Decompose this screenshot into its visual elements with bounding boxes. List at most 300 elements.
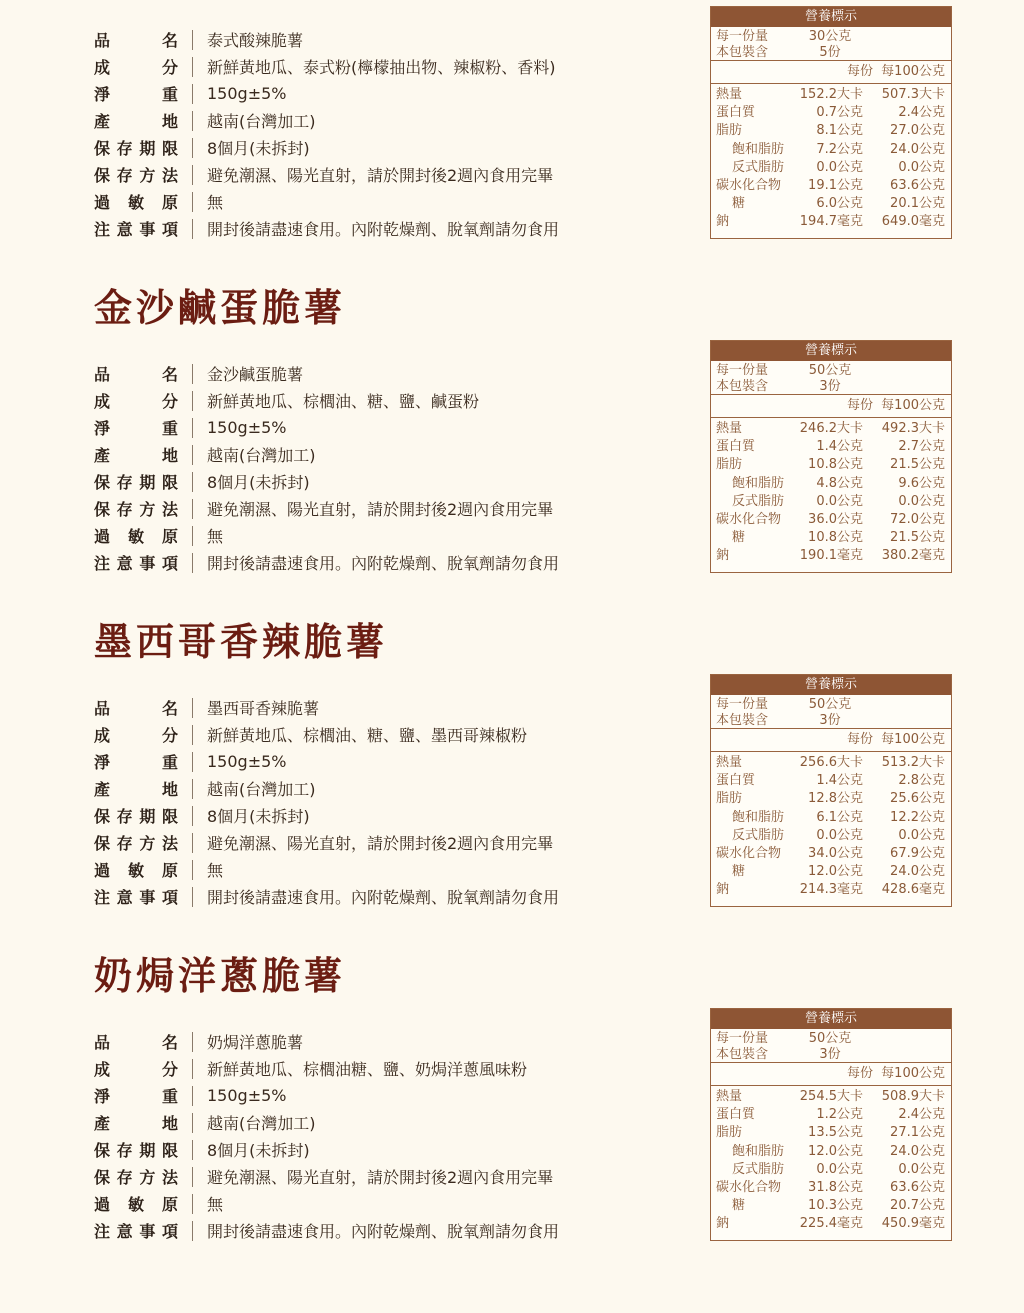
spec-label-char: 限 — [161, 473, 178, 492]
spec-row — [94, 1136, 654, 1163]
spec-label-char: 意 — [116, 888, 133, 907]
spec-label-char: 期 — [139, 1141, 156, 1160]
nutrition-row — [711, 122, 951, 140]
nutrition-header: 營養標示 — [711, 675, 951, 695]
nutrient-name: 碳水化合物 — [716, 177, 782, 193]
nutrient-per-serving: 12.0公克 — [808, 1143, 863, 1159]
serving-info — [711, 1029, 951, 1063]
spec-label — [94, 698, 193, 718]
servings-row — [716, 379, 946, 395]
spec-label-char: 名 — [161, 365, 178, 384]
spec-row — [94, 694, 654, 721]
spec-label-char: 成 — [94, 1060, 111, 1079]
nutrient-name: 蛋白質 — [716, 439, 756, 455]
spec-value: 墨西哥香辣脆薯 — [207, 699, 320, 718]
spec-label — [94, 418, 193, 438]
nutrient-per-serving: 6.1公克 — [816, 809, 863, 825]
spec-label-char: 限 — [161, 807, 178, 826]
spec-label — [94, 391, 193, 411]
spec-label — [94, 752, 193, 772]
servings-label: 本包裝含 — [716, 713, 769, 728]
spec-label-char: 重 — [161, 85, 178, 104]
nutrient-name: 碳水化合物 — [716, 1179, 782, 1195]
nutrition-row — [711, 845, 951, 863]
spec-row — [94, 1109, 654, 1136]
nutrient-name: 蛋白質 — [716, 105, 756, 121]
nutrition-row — [711, 1179, 951, 1197]
spec-row — [94, 80, 654, 107]
servings-value: 3份 — [819, 713, 841, 728]
spec-label-char: 法 — [161, 834, 178, 853]
spec-label-char: 成 — [94, 58, 111, 77]
nutrient-per-serving: 10.8公克 — [808, 457, 863, 473]
spec-label-char: 保 — [94, 834, 111, 853]
spec-row — [94, 53, 654, 80]
spec-label-char: 分 — [161, 392, 178, 411]
spec-row — [94, 1082, 654, 1109]
nutrient-per-100g: 2.4公克 — [898, 105, 945, 121]
nutrient-per-100g: 508.9大卡 — [881, 1089, 945, 1104]
per-100g-header: 每100公克 — [881, 1066, 945, 1081]
nutrient-per-serving: 13.5公克 — [808, 1125, 863, 1141]
spec-value: 8個月(未拆封) — [207, 807, 310, 826]
nutrient-per-100g: 428.6毫克 — [881, 882, 945, 898]
spec-value: 開封後請盡速食用。內附乾燥劑、脫氧劑請勿食用 — [207, 554, 560, 573]
nutrient-per-100g: 0.0公克 — [898, 493, 945, 509]
nutrition-row — [711, 754, 951, 772]
spec-label-char: 限 — [161, 139, 178, 158]
nutrient-name: 碳水化合物 — [716, 511, 782, 527]
nutrition-row — [711, 881, 951, 899]
nutrient-per-serving: 1.4公克 — [816, 439, 863, 455]
nutrient-name: 鈉 — [716, 214, 730, 230]
spec-label-char: 地 — [161, 112, 178, 131]
spec-row — [94, 134, 654, 161]
nutrient-name: 熱量 — [716, 87, 743, 102]
spec-row — [94, 829, 654, 856]
spec-row — [94, 1055, 654, 1082]
spec-label-char: 名 — [161, 699, 178, 718]
spec-label-char: 存 — [116, 500, 133, 519]
serving-size-value: 50公克 — [808, 697, 852, 712]
nutrient-per-100g: 20.1公克 — [890, 196, 945, 212]
serving-size-label: 每一份量 — [716, 1031, 769, 1046]
spec-label — [94, 165, 193, 185]
spec-row — [94, 26, 654, 53]
nutrient-per-100g: 20.7公克 — [890, 1198, 945, 1214]
spec-label-char: 地 — [161, 780, 178, 799]
nutrient-per-100g: 63.6公克 — [890, 177, 945, 193]
spec-row — [94, 748, 654, 775]
nutrient-per-serving: 1.4公克 — [816, 773, 863, 789]
nutrition-rows — [711, 418, 951, 566]
spec-label-char: 保 — [94, 1168, 111, 1187]
spec-label-char: 產 — [94, 112, 111, 131]
spec-row — [94, 1217, 654, 1244]
spec-label-char: 成 — [94, 392, 111, 411]
nutrition-row — [711, 104, 951, 122]
spec-label-char: 成 — [94, 726, 111, 745]
nutrient-per-serving: 34.0公克 — [808, 845, 863, 861]
nutrient-per-serving: 0.0公克 — [816, 493, 863, 509]
nutrition-column-headers — [711, 729, 951, 752]
spec-label-char: 地 — [161, 446, 178, 465]
spec-row — [94, 802, 654, 829]
nutrient-name: 鈉 — [716, 882, 730, 898]
per-100g-header: 每100公克 — [881, 732, 945, 747]
nutrition-facts-table — [710, 1008, 952, 1241]
spec-label-char: 產 — [94, 780, 111, 799]
spec-list — [94, 1028, 654, 1244]
spec-label-char: 法 — [161, 166, 178, 185]
spec-label — [94, 1167, 193, 1187]
spec-label-char: 注 — [94, 1222, 111, 1241]
spec-list — [94, 360, 654, 576]
spec-row — [94, 883, 654, 910]
spec-label-char: 淨 — [94, 419, 111, 438]
nutrition-header: 營養標示 — [711, 7, 951, 27]
nutrient-name: 反式脂肪 — [732, 1161, 785, 1177]
product-section — [0, 954, 1024, 1288]
nutrition-rows — [711, 84, 951, 232]
nutrition-row — [711, 438, 951, 456]
spec-label-char: 限 — [161, 1141, 178, 1160]
nutrient-name: 飽和脂肪 — [732, 141, 785, 157]
nutrient-per-100g: 380.2毫克 — [881, 548, 945, 564]
spec-row — [94, 215, 654, 242]
spec-label-char: 意 — [116, 1222, 133, 1241]
nutrient-per-serving: 225.4毫克 — [799, 1216, 863, 1232]
spec-label — [94, 1194, 193, 1214]
nutrient-name: 飽和脂肪 — [732, 809, 785, 825]
spec-value: 避免潮濕、陽光直射，請於開封後2週內食用完畢 — [207, 166, 554, 185]
nutrient-per-100g: 72.0公克 — [890, 511, 945, 527]
per-100g-header: 每100公克 — [881, 398, 945, 413]
nutrient-per-100g: 0.0公克 — [898, 827, 945, 843]
spec-label-char: 注 — [94, 220, 111, 239]
serving-size-label: 每一份量 — [716, 697, 769, 712]
nutrition-column-headers — [711, 61, 951, 84]
spec-value: 無 — [207, 527, 224, 546]
spec-label-char: 敏 — [127, 193, 144, 212]
spec-row — [94, 414, 654, 441]
nutrition-row — [711, 863, 951, 881]
spec-label — [94, 57, 193, 77]
spec-label-char: 注 — [94, 554, 111, 573]
spec-label — [94, 1221, 193, 1241]
spec-row — [94, 441, 654, 468]
serving-size-value: 50公克 — [808, 363, 852, 378]
nutrient-name: 糖 — [732, 864, 746, 880]
spec-value: 奶焗洋蔥脆薯 — [207, 1033, 304, 1052]
spec-list — [94, 694, 654, 910]
nutrition-row — [711, 1215, 951, 1233]
spec-label — [94, 1113, 193, 1133]
spec-label-char: 期 — [139, 473, 156, 492]
servings-row — [716, 713, 946, 729]
spec-label-char: 過 — [94, 193, 111, 212]
spec-row — [94, 387, 654, 414]
nutrition-row — [711, 1106, 951, 1124]
nutrition-header: 營養標示 — [711, 341, 951, 361]
servings-label: 本包裝含 — [716, 379, 769, 394]
spec-label-char: 原 — [161, 861, 178, 880]
spec-label-char: 項 — [161, 1222, 178, 1241]
spec-value: 150g±5% — [207, 752, 287, 771]
spec-row — [94, 1190, 654, 1217]
spec-label-char: 存 — [116, 473, 133, 492]
nutrient-per-100g: 450.9毫克 — [881, 1216, 945, 1232]
nutrient-per-100g: 63.6公克 — [890, 1179, 945, 1195]
nutrition-rows — [711, 1086, 951, 1234]
nutrition-row — [711, 1124, 951, 1142]
nutrition-row — [711, 213, 951, 231]
nutrient-per-100g: 24.0公克 — [890, 864, 945, 880]
servings-label: 本包裝含 — [716, 1047, 769, 1062]
spec-label-char: 重 — [161, 1087, 178, 1106]
nutrient-per-serving: 19.1公克 — [808, 177, 863, 193]
spec-label-char: 過 — [94, 527, 111, 546]
spec-label — [94, 553, 193, 573]
spec-label-char: 意 — [116, 554, 133, 573]
nutrient-per-serving: 12.8公克 — [808, 791, 863, 807]
serving-info — [711, 695, 951, 729]
nutrition-row — [711, 827, 951, 845]
spec-value: 無 — [207, 193, 224, 212]
per-serving-header: 每份 — [846, 398, 873, 413]
product-section — [0, 620, 1024, 954]
spec-label-char: 原 — [161, 193, 178, 212]
serving-size-label: 每一份量 — [716, 29, 769, 44]
nutrition-row — [711, 86, 951, 104]
spec-row — [94, 107, 654, 134]
spec-row — [94, 775, 654, 802]
spec-label-char: 分 — [161, 1060, 178, 1079]
nutrient-per-serving: 0.7公克 — [816, 105, 863, 121]
spec-label-char: 存 — [116, 1168, 133, 1187]
product-title: 奶焗洋蔥脆薯 — [94, 953, 347, 998]
nutrient-per-100g: 21.5公克 — [890, 457, 945, 473]
spec-label-char: 敏 — [127, 1195, 144, 1214]
nutrient-per-serving: 12.0公克 — [808, 864, 863, 880]
nutrient-per-100g: 0.0公克 — [898, 1161, 945, 1177]
nutrition-row — [711, 772, 951, 790]
spec-label — [94, 779, 193, 799]
spec-label — [94, 860, 193, 880]
nutrient-name: 糖 — [732, 1198, 746, 1214]
spec-value: 新鮮黃地瓜、泰式粉(檸檬抽出物、辣椒粉、香料) — [207, 58, 556, 77]
spec-row — [94, 856, 654, 883]
servings-value: 5份 — [819, 45, 841, 60]
nutrition-row — [711, 511, 951, 529]
nutrient-per-100g: 9.6公克 — [898, 475, 945, 491]
spec-value: 150g±5% — [207, 84, 287, 103]
nutrition-row — [711, 790, 951, 808]
nutrient-per-100g: 507.3大卡 — [881, 87, 945, 102]
spec-label-char: 過 — [94, 1195, 111, 1214]
nutrient-per-100g: 2.7公克 — [898, 439, 945, 455]
spec-label-char: 方 — [139, 1168, 156, 1187]
spec-row — [94, 360, 654, 387]
spec-label-char: 品 — [94, 699, 111, 718]
spec-label — [94, 1032, 193, 1052]
nutrient-per-serving: 246.2大卡 — [799, 421, 863, 436]
nutrient-name: 糖 — [732, 196, 746, 212]
spec-label-char: 原 — [161, 1195, 178, 1214]
nutrition-facts-table — [710, 674, 952, 907]
spec-label — [94, 84, 193, 104]
spec-label-char: 名 — [161, 1033, 178, 1052]
spec-label-char: 品 — [94, 1033, 111, 1052]
spec-label-char: 存 — [116, 139, 133, 158]
spec-label — [94, 1086, 193, 1106]
spec-label — [94, 725, 193, 745]
servings-label: 本包裝含 — [716, 45, 769, 60]
nutrition-facts-table — [710, 6, 952, 239]
nutrient-per-100g: 27.1公克 — [890, 1125, 945, 1141]
nutrient-per-serving: 0.0公克 — [816, 1161, 863, 1177]
spec-label-char: 保 — [94, 473, 111, 492]
spec-label-char: 保 — [94, 807, 111, 826]
nutrient-per-serving: 0.0公克 — [816, 827, 863, 843]
nutrient-name: 飽和脂肪 — [732, 475, 785, 491]
spec-label-char: 產 — [94, 1114, 111, 1133]
spec-label-char: 地 — [161, 1114, 178, 1133]
nutrient-per-100g: 67.9公克 — [890, 845, 945, 861]
spec-value: 150g±5% — [207, 1086, 287, 1105]
spec-value: 越南(台灣加工) — [207, 1114, 316, 1133]
nutrient-per-100g: 27.0公克 — [890, 123, 945, 139]
spec-label — [94, 445, 193, 465]
spec-label — [94, 526, 193, 546]
nutrient-per-100g: 24.0公克 — [890, 141, 945, 157]
product-title: 金沙鹹蛋脆薯 — [94, 285, 347, 330]
spec-value: 150g±5% — [207, 418, 287, 437]
spec-label-char: 分 — [161, 58, 178, 77]
spec-label-char: 法 — [161, 1168, 178, 1187]
spec-label — [94, 472, 193, 492]
product-section — [0, 0, 1024, 286]
per-serving-header: 每份 — [846, 1066, 873, 1081]
spec-value: 越南(台灣加工) — [207, 446, 316, 465]
nutrient-name: 蛋白質 — [716, 1107, 756, 1123]
per-serving-header: 每份 — [846, 64, 873, 79]
nutrient-per-serving: 8.1公克 — [816, 123, 863, 139]
servings-row — [716, 45, 946, 61]
servings-row — [716, 1047, 946, 1063]
spec-value: 越南(台灣加工) — [207, 112, 316, 131]
spec-label — [94, 499, 193, 519]
spec-label — [94, 30, 193, 50]
spec-label-char: 存 — [116, 1141, 133, 1160]
spec-label-char: 事 — [139, 554, 156, 573]
spec-label-char: 重 — [161, 419, 178, 438]
nutrient-name: 飽和脂肪 — [732, 1143, 785, 1159]
nutrient-name: 碳水化合物 — [716, 845, 782, 861]
nutrient-name: 蛋白質 — [716, 773, 756, 789]
serving-info — [711, 361, 951, 395]
nutrient-name: 脂肪 — [716, 1125, 743, 1141]
nutrient-name: 鈉 — [716, 1216, 730, 1232]
nutrient-per-serving: 214.3毫克 — [799, 882, 863, 898]
nutrient-per-100g: 649.0毫克 — [881, 214, 945, 230]
spec-label-char: 敏 — [127, 861, 144, 880]
spec-label — [94, 111, 193, 131]
nutrient-per-100g: 513.2大卡 — [881, 755, 945, 770]
spec-label-char: 過 — [94, 861, 111, 880]
spec-label-char: 方 — [139, 166, 156, 185]
nutrient-name: 脂肪 — [716, 791, 743, 807]
spec-label — [94, 364, 193, 384]
servings-value: 3份 — [819, 379, 841, 394]
per-serving-header: 每份 — [846, 732, 873, 747]
nutrition-row — [711, 547, 951, 565]
product-title: 墨西哥香辣脆薯 — [94, 619, 389, 664]
spec-label-char: 事 — [139, 888, 156, 907]
serving-size-row — [716, 1031, 946, 1047]
nutrient-per-serving: 6.0公克 — [816, 196, 863, 212]
spec-label-char: 保 — [94, 500, 111, 519]
nutrient-per-serving: 7.2公克 — [816, 141, 863, 157]
nutrition-header: 營養標示 — [711, 1009, 951, 1029]
nutrient-name: 熱量 — [716, 421, 743, 436]
serving-size-value: 50公克 — [808, 1031, 852, 1046]
spec-row — [94, 549, 654, 576]
serving-size-label: 每一份量 — [716, 363, 769, 378]
nutrient-per-100g: 0.0公克 — [898, 159, 945, 175]
spec-label-char: 淨 — [94, 1087, 111, 1106]
nutrient-per-serving: 0.0公克 — [816, 159, 863, 175]
product-section — [0, 286, 1024, 620]
nutrition-row — [711, 809, 951, 827]
nutrient-per-100g: 12.2公克 — [890, 809, 945, 825]
spec-value: 8個月(未拆封) — [207, 1141, 310, 1160]
nutrient-name: 熱量 — [716, 1089, 743, 1104]
nutrient-per-serving: 4.8公克 — [816, 475, 863, 491]
nutrition-row — [711, 529, 951, 547]
nutrient-per-100g: 25.6公克 — [890, 791, 945, 807]
spec-label-char: 事 — [139, 220, 156, 239]
nutrition-facts-table — [710, 340, 952, 573]
spec-label-char: 保 — [94, 1141, 111, 1160]
nutrient-name: 脂肪 — [716, 457, 743, 473]
spec-label-char: 項 — [161, 888, 178, 907]
spec-label-char: 敏 — [127, 527, 144, 546]
spec-value: 新鮮黃地瓜、棕櫚油、糖、鹽、墨西哥辣椒粉 — [207, 726, 528, 745]
spec-value: 8個月(未拆封) — [207, 139, 310, 158]
per-100g-header: 每100公克 — [881, 64, 945, 79]
serving-size-value: 30公克 — [808, 29, 852, 44]
nutrient-name: 反式脂肪 — [732, 827, 785, 843]
nutrition-rows — [711, 752, 951, 900]
nutrition-row — [711, 1143, 951, 1161]
nutrient-name: 鈉 — [716, 548, 730, 564]
serving-size-row — [716, 363, 946, 379]
spec-label — [94, 1140, 193, 1160]
nutrient-per-100g: 2.4公克 — [898, 1107, 945, 1123]
spec-label-char: 淨 — [94, 753, 111, 772]
nutrient-per-serving: 10.3公克 — [808, 1198, 863, 1214]
spec-row — [94, 468, 654, 495]
spec-row — [94, 721, 654, 748]
spec-label — [94, 138, 193, 158]
nutrient-per-100g: 21.5公克 — [890, 530, 945, 546]
spec-row — [94, 161, 654, 188]
spec-row — [94, 1163, 654, 1190]
spec-label-char: 名 — [161, 31, 178, 50]
spec-label-char: 原 — [161, 527, 178, 546]
nutrient-per-serving: 254.5大卡 — [799, 1089, 863, 1104]
